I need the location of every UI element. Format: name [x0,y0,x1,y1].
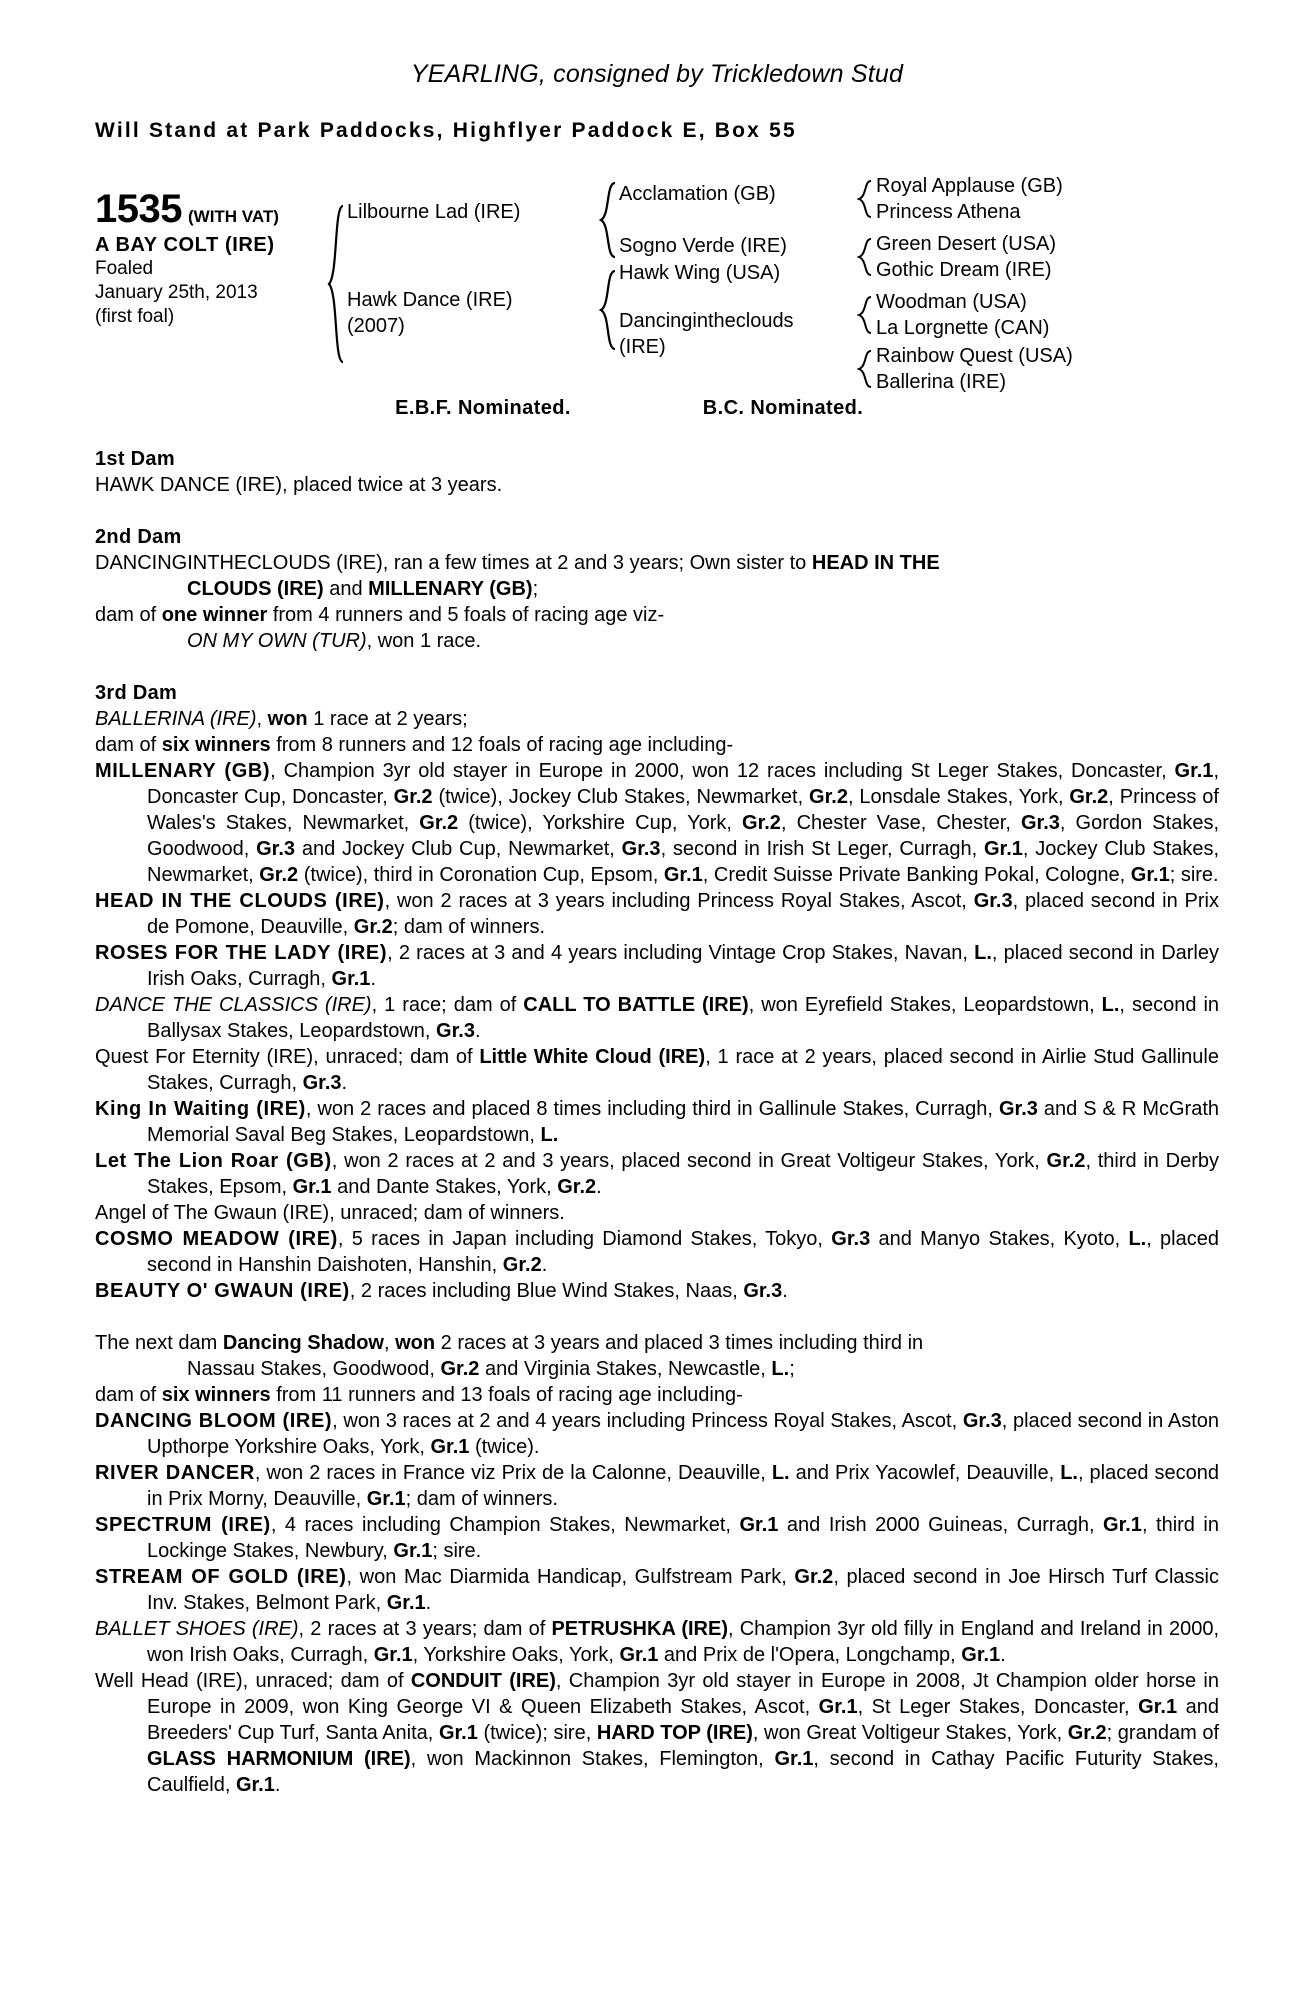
progeny-stream-of-gold: STREAM OF GOLD (IRE), won Mac Diarmida Handicap, Gulfstream Park, Gr.2, placed second in Joe Hirsch Turf Classic Inv. Stakes, Belmont Park, Gr.1. [95,1566,1219,1614]
dam-name: Hawk Dance (IRE) [347,289,513,311]
sire-sire-name: Acclamation (GB) [619,182,776,205]
second-dam-progeny-1: ON MY OWN (TUR), won 1 race. [187,630,482,652]
second-dam-section [95,524,1219,654]
progeny-king-in-waiting: King In Waiting (IRE), won 2 races and placed 8 times including third in Gallinule Stakes, Curragh, Gr.3 and S & R McGrath Memorial Saval Beg Stakes, Leopardstown, L. [95,1098,1219,1146]
gg-a1: Royal Applause (GB) [876,175,1063,197]
lot-description: A BAY COLT (IRE) [95,234,275,256]
lot-details [95,177,325,329]
standing-location: Will Stand at Park Paddocks, Highflyer Paddock E, Box 55 [95,119,797,142]
gg-c1: Woodman (USA) [876,291,1027,313]
next-dam-text: The next dam Dancing Shadow, won 2 races at 3 years and placed 3 times including third in [95,1332,924,1354]
sire-dam-name: Sogno Verde (IRE) [619,234,787,257]
gg-b1: Green Desert (USA) [876,233,1057,255]
third-dam-heading: 3rd Dam [95,682,178,704]
first-dam-heading: 1st Dam [95,448,175,470]
progeny-millenary: MILLENARY (GB), Champion 3yr old stayer in Europe in 2000, won 12 races including St Leger Stakes, Doncaster, Gr.1, Doncaster Cup, Doncaster, Gr.2 (twice), Jockey Club Stakes, Newmarket, Gr.2, Lonsdale Stakes, York, Gr.2, Princess of Wales's Stakes, Newmarket, Gr.2 (twice), Yorkshire Cup, York, Gr.2, Chester Vase, Chester, Gr.3, Gordon Stakes, Goodwood, Gr.3 and Jockey Club Cup, Newmarket, Gr.3, second in Irish St Leger, Curragh, Gr.1, Jockey Club Stakes, Newmarket, Gr.2 (twice), third in Coronation Cup, Epsom, Gr.1, Credit Suisse Private Banking Pokal, Cologne, Gr.1; sire. [95,760,1220,886]
second-dam-text: DANCINGINTHECLOUDS (IRE), ran a few times at 2 and 3 years; Own sister to HEAD IN THE [95,552,940,574]
dam-dam-name-cont: (IRE) [619,335,666,358]
progeny-let-the-lion-roar: Let The Lion Roar (GB), won 2 races at 2 and 3 years, placed second in Great Voltigeur Stakes, York, Gr.2, third in Derby Stakes, Epsom, Gr.1 and Dante Stakes, York, Gr.2. [95,1150,1220,1198]
progeny-quest-for-eternity: Quest For Eternity (IRE), unraced; dam of Little White Cloud (IRE), 1 race at 2 years, placed second in Airlie Stud Gallinule Stakes, Curragh, Gr.3. [95,1046,1219,1094]
next-dam-section [95,1330,1219,1798]
gg-d1: Rainbow Quest (USA) [876,345,1073,367]
progeny-dancing-bloom: DANCING BLOOM (IRE), won 3 races at 2 and 4 years including Princess Royal Stakes, Ascot, Gr.3, placed second in Aston Upthorpe Yorkshire Oaks, York, Gr.1 (twice). [95,1410,1220,1458]
progeny-spectrum: SPECTRUM (IRE), 4 races including Champion Stakes, Newmarket, Gr.1 and Irish 2000 Guineas, Curragh, Gr.1, third in Lockinge Stakes, Newbury, Gr.1; sire. [95,1514,1219,1562]
dam-year: (2007) [347,315,405,337]
first-dam-section [95,446,1219,498]
second-dam-progeny-intro: dam of one winner from 4 runners and 5 foals of racing age viz- [95,604,665,626]
brace-gg-4 [854,347,876,391]
brace-outer [325,177,347,391]
progeny-well-head: Well Head (IRE), unraced; dam of CONDUIT (IRE), Champion 3yr old stayer in Europe in 2008, Jt Champion older horse in Europe in 2009, won King George VI & Queen Elizabeth Stakes, Ascot, Gr.1, St Leger Stakes, Doncaster, Gr.1 and Breeders' Cup Turf, Santa Anita, Gr.1 (twice); sire, HARD TOP (IRE), won Great Voltigeur Stakes, York, Gr.2; grandam of GLASS HARMONIUM (IRE), won Mackinnon Stakes, Flemington, Gr.1, second in Cathay Pacific Futurity Stakes, Caulfield, Gr.1. [95,1670,1219,1796]
brace-sire [597,177,619,262]
brace-gg-1 [854,177,876,221]
lot-foaled-label: Foaled [95,258,154,279]
progeny-beauty-o-gwaun: BEAUTY O' GWAUN (IRE), 2 races including Blue Wind Stakes, Naas, Gr.3. [95,1280,788,1302]
progeny-cosmo-meadow: COSMO MEADOW (IRE), 5 races in Japan including Diamond Stakes, Tokyo, Gr.3 and Manyo Stakes, Kyoto, L., placed second in Hanshin Daishoten, Hanshin, Gr.2. [95,1228,1219,1276]
pedigree-col-grandparents [854,177,1126,391]
sire-name: Lilbourne Lad (IRE) [347,201,521,223]
brace-gg-2 [854,235,876,279]
brace-dam [597,262,619,357]
first-dam-text: HAWK DANCE (IRE), placed twice at 3 years. [95,474,503,496]
next-dam-progeny-intro: dam of six winners from 11 runners and 13 foals of racing age including- [95,1384,743,1406]
progeny-dance-the-classics: DANCE THE CLASSICS (IRE), 1 race; dam of CALL TO BATTLE (IRE), won Eyrefield Stakes, Leopardstown, L., second in Ballysax Stakes, Leopardstown, Gr.3. [95,994,1220,1042]
third-dam-text: BALLERINA (IRE), won 1 race at 2 years; [95,708,468,730]
progeny-ballet-shoes: BALLET SHOES (IRE), 2 races at 3 years; dam of PETRUSHKA (IRE), Champion 3yr old filly in England and Ireland in 2000, won Irish Oaks, Curragh, Gr.1, Yorkshire Oaks, York, Gr.1 and Prix de l'Opera, Longchamp, Gr.1. [95,1618,1220,1666]
gg-b2: Gothic Dream (IRE) [876,259,1052,281]
third-dam-progeny-intro: dam of six winners from 8 runners and 12 foals of racing age including- [95,734,734,756]
lot-note: (first foal) [95,305,175,327]
third-dam-section [95,680,1219,1304]
progeny-angel-of-the-gwaun: Angel of The Gwaun (IRE), unraced; dam of winners. [95,1202,565,1224]
second-dam-heading: 2nd Dam [95,526,182,548]
progeny-roses-for-the-lady: ROSES FOR THE LADY (IRE), 2 races at 3 and 4 years including Vintage Crop Stakes, Navan, L., placed second in Darley Irish Oaks, Curragh, Gr.1. [95,942,1220,990]
gg-a2: Princess Athena [876,201,1021,223]
gg-d2: Ballerina (IRE) [876,371,1007,393]
lot-foaled-date: January 25th, 2013 [95,281,258,303]
progeny-river-dancer: RIVER DANCER, won 2 races in France viz Prix de la Calonne, Deauville, L. and Prix Yacowlef, Deauville, L., placed second in Prix Morny, Deauville, Gr.1; dam of winners. [95,1462,1219,1510]
second-dam-text-cont: CLOUDS (IRE) and MILLENARY (GB); [187,578,539,600]
progeny-head-in-the-clouds: HEAD IN THE CLOUDS (IRE), won 2 races at 3 years including Princess Royal Stakes, Ascot, Gr.3, placed second in Prix de Pomone, Deauville, Gr.2; dam of winners. [95,890,1219,938]
next-dam-text-cont: Nassau Stakes, Goodwood, Gr.2 and Virginia Stakes, Newcastle, L.; [187,1358,795,1380]
pedigree-table [95,177,1219,391]
lot-vat: (WITH VAT) [187,207,279,226]
brace-gg-3 [854,293,876,337]
ebf-nominated: E.B.F. Nominated. [395,397,571,419]
page-title: YEARLING, consigned by Trickledown Stud [410,60,904,88]
dam-sire-name: Hawk Wing (USA) [619,261,781,284]
nomination-row [95,397,1219,420]
gg-c2: La Lorgnette (CAN) [876,317,1050,339]
pedigree-col-parents [347,177,597,339]
bc-nominated: B.C. Nominated. [702,397,864,419]
dam-dam-name: Dancingintheclouds [619,309,794,332]
lot-number: 1535 [95,187,182,231]
